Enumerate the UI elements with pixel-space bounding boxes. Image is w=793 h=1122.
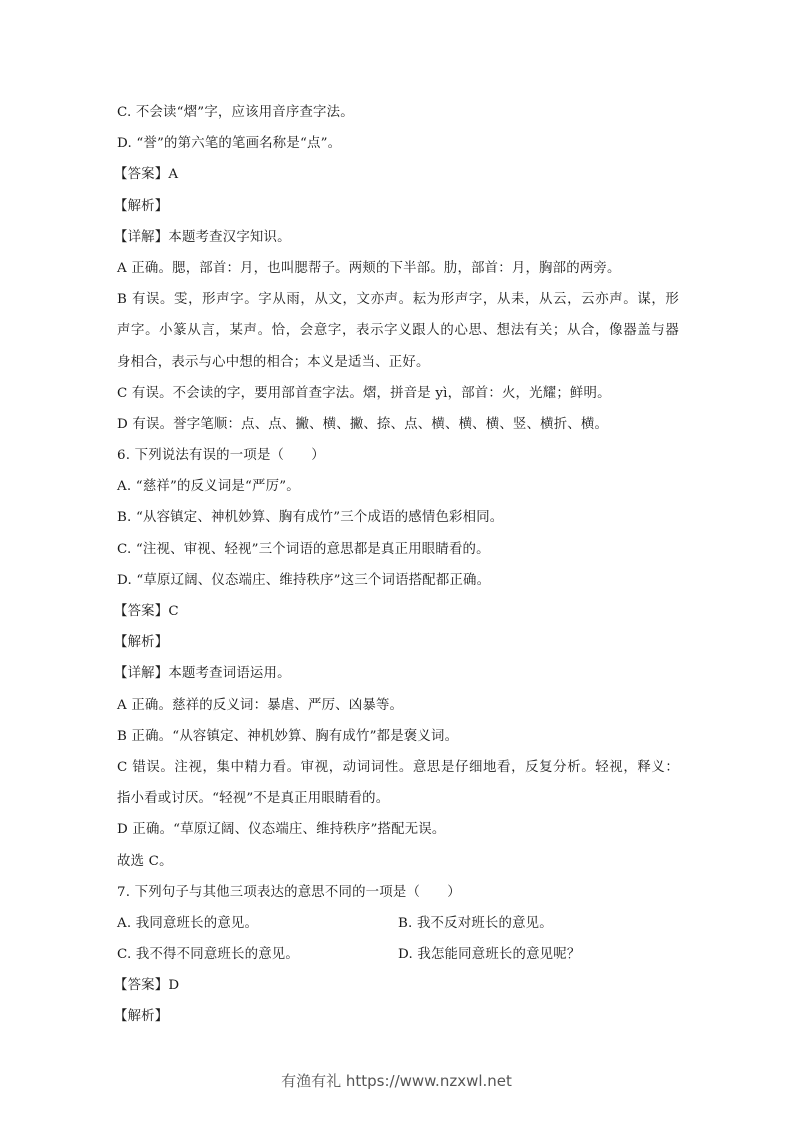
q7-option-c: C. 我不得不同意班长的意见。 — [117, 947, 299, 963]
q6-option-d: D. “草原辽阔、仪态端庄、维持秩序”这三个词语搭配都正确。 — [117, 572, 491, 588]
q7-option-b: B. 我不反对班长的意见。 — [398, 915, 553, 931]
q6-option-a: A. “慈祥”的反义词是“严厉”。 — [117, 479, 300, 495]
q6-conclusion: 故选 C。 — [117, 853, 173, 869]
q5-option-c: C. 不会读“熠”字，应该用音序查字法。 — [117, 105, 354, 120]
q6-question: 6. 下列说法有误的一项是（ ） — [117, 448, 325, 464]
q5-explanation-line: B 有误。雯，形声字。字从雨，从文，文亦声。耘为形声字，从耒，从云，云亦声。谋，形 — [117, 292, 679, 308]
document-page — [114, 104, 679, 1040]
q6-detail: 【详解】本题考查词语运用。 — [114, 666, 291, 682]
q7-options-row-1 — [117, 915, 679, 946]
q6-option-b: B. “从容镇定、神机妙算、胸有成竹”三个成语的感情色彩相同。 — [117, 510, 504, 526]
q5-explanation-line: D 有误。誉字笔顺：点、点、撇、横、撇、捺、点、横、横、横、竖、横折、横。 — [117, 416, 609, 432]
q6-option-c: C. “注视、审视、轻视”三个词语的意思都是真正用眼睛看的。 — [117, 541, 490, 557]
q6-explanation-line: D 正确。“草原辽阔、仪态端庄、维持秩序”搭配无误。 — [117, 822, 446, 838]
q6-analysis-label: 【解析】 — [114, 635, 169, 651]
q5-option-d: D. “誉”的第六笔的笔画名称是“点”。 — [117, 136, 342, 152]
q5-explanation-line: A 正确。腮，部首：月，也叫腮帮子。两颊的下半部。肋，部首：月，胸部的两旁。 — [117, 260, 621, 276]
q5-explanation-line: 声字。小篆从言，某声。恰，会意字，表示字义跟人的心思、想法有关；从合，像器盖与器 — [117, 323, 679, 339]
q6-explanation-line: 指小看或讨厌。“轻视”不是真正用眼睛看的。 — [117, 791, 390, 807]
q5-detail: 【详解】本题考查汉字知识。 — [114, 229, 291, 245]
q5-explanation-line: C 有误。不会读的字，要用部首查字法。熠，拼音是 yì，部首：火，光耀；鲜明。 — [117, 385, 611, 401]
q6-explanation-line: C 错误。注视，集中精力看。审视，动词词性。意思是仔细地看，反复分析。轻视，释义： — [117, 759, 679, 775]
q6-explanation-line: B 正确。“从容镇定、神机妙算、胸有成竹”都是褒义词。 — [117, 728, 459, 744]
q7-answer: 【答案】D — [114, 978, 180, 994]
q7-options-row-2 — [117, 946, 679, 977]
q6-answer: 【答案】C — [114, 604, 179, 619]
q7-question: 7. 下列句子与其他三项表达的意思不同的一项是（ ） — [117, 884, 461, 900]
q7-analysis-label: 【解析】 — [114, 1009, 169, 1025]
footer-watermark: 有渔有礼 https://www.nzxwl.net — [281, 1072, 512, 1090]
q7-option-d: D. 我怎能同意班长的意见呢？ — [398, 947, 581, 963]
q5-answer: 【答案】A — [114, 167, 179, 183]
q6-explanation-line: A 正确。慈祥的反义词：暴虐、严厉、凶暴等。 — [117, 697, 404, 713]
q5-explanation-line: 身相合，表示与心中想的相合；本义是适当、正好。 — [117, 354, 430, 370]
q7-option-a: A. 我同意班长的意见。 — [117, 915, 259, 931]
q5-analysis-label: 【解析】 — [114, 198, 169, 214]
